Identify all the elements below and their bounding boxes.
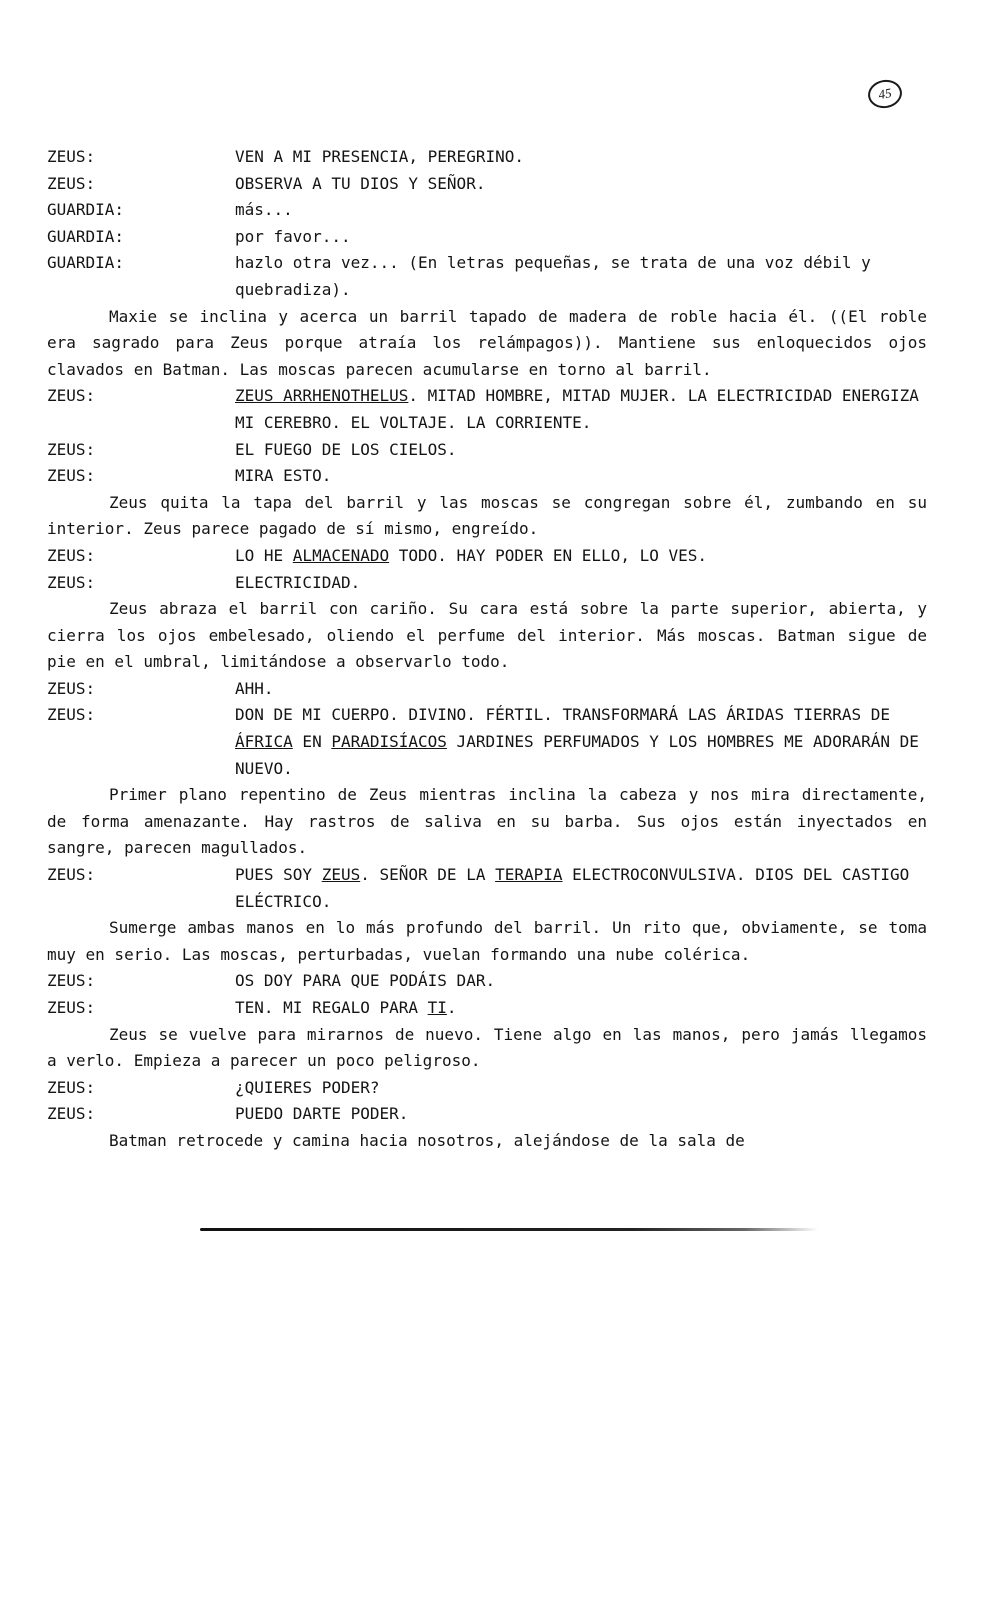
underlined-word: ALMACENADO <box>292 545 390 565</box>
speaker-name: ZEUS: <box>47 173 96 193</box>
dialogue-text: por favor... <box>235 226 351 246</box>
dialogue-line <box>47 995 927 1022</box>
dialogue-text <box>235 995 927 1022</box>
dialogue-text: MIRA ESTO. <box>235 466 332 486</box>
dialogue-text <box>235 543 927 570</box>
dialogue-fragment: . MITAD HOMBRE, MITAD MUJER. LA ELECTRICIDAD ENERGIZA MI CEREBRO. EL VOLTAJE. LA CORRIENTE. <box>235 386 919 432</box>
dialogue-line <box>47 1101 927 1128</box>
underlined-word: TERAPIA <box>495 865 563 885</box>
action-paragraph: Batman retrocede y camina hacia nosotros, alejándose de la sala de <box>109 1130 745 1150</box>
dialogue-text: hazlo otra vez... (En letras pequeñas, se trata de una voz débil y quebradiza). <box>235 253 871 299</box>
dialogue-text: AHH. <box>235 678 274 698</box>
action-paragraph: Maxie se inclina y acerca un barril tapado de madera de roble hacia él. ((El roble era sagrado para Zeus porque atraía los relámpagos)). Mantiene sus enloquecidos ojos clavados en Batman. Las moscas parecen acumularse en torno al barril. <box>47 306 927 379</box>
speaker-name: ZEUS: <box>47 998 96 1017</box>
dialogue-line <box>47 197 927 224</box>
dialogue-fragment: PUES SOY <box>235 865 322 885</box>
action-paragraph: Sumerge ambas manos en lo más profundo del barril. Un rito que, obviamente, se toma muy en serio. Las moscas, perturbadas, vuelan formando una nube colérica. <box>47 918 927 964</box>
dialogue-line <box>47 1075 927 1102</box>
dialogue-line <box>47 250 927 303</box>
page-number-text: 45 <box>877 84 893 103</box>
dialogue-fragment: DON DE MI CUERPO. DIVINO. FÉRTIL. TRANSFORMARÁ LAS ÁRIDAS TIERRAS DE <box>235 705 891 725</box>
dialogue-fragment: ELECTROCONVULSIVA. DIOS DEL CASTIGO ELÉCTRICO. <box>235 865 910 911</box>
speaker-name: GUARDIA: <box>47 226 125 246</box>
dialogue-line <box>47 968 927 995</box>
dialogue-line <box>47 862 927 915</box>
page-divider <box>200 1228 818 1231</box>
underlined-word: TI <box>427 998 447 1017</box>
dialogue-fragment: EN <box>292 732 332 752</box>
dialogue-line <box>47 437 927 464</box>
speaker-name: ZEUS: <box>47 1077 96 1097</box>
dialogue-text <box>235 862 927 915</box>
dialogue-text: ELECTRICIDAD. <box>235 572 361 592</box>
speaker-name: GUARDIA: <box>47 200 125 220</box>
dialogue-line <box>47 171 927 198</box>
action-paragraph: Zeus se vuelve para mirarnos de nuevo. Tiene algo en las manos, pero jamás llegamos a verlo. Empieza a parecer un poco peligroso. <box>47 1024 927 1071</box>
dialogue-fragment: TEN. MI REGALO PARA <box>235 998 428 1017</box>
dialogue-line <box>47 702 927 782</box>
speaker-name: ZEUS: <box>47 678 96 698</box>
dialogue-text: más... <box>235 200 293 220</box>
dialogue-text: EL FUEGO DE LOS CIELOS. <box>235 439 457 459</box>
page-number <box>866 77 904 110</box>
dialogue-line <box>47 676 927 703</box>
dialogue-text: ¿QUIERES PODER? <box>235 1077 380 1097</box>
dialogue-line <box>47 463 927 490</box>
speaker-name: ZEUS: <box>47 1104 96 1124</box>
speaker-name: ZEUS: <box>47 386 96 406</box>
dialogue-text: OS DOY PARA QUE PODÁIS DAR. <box>235 971 496 991</box>
underlined-word: ÁFRICA <box>235 732 293 752</box>
dialogue-fragment: TODO. HAY PODER EN ELLO, LO VES. <box>389 545 708 565</box>
dialogue-fragment: LO HE <box>235 545 293 565</box>
dialogue-line <box>47 543 927 570</box>
dialogue-line <box>47 224 927 251</box>
underlined-word: ZEUS ARRHENOTHELUS <box>235 386 409 406</box>
speaker-name: ZEUS: <box>47 545 96 565</box>
dialogue-line <box>47 144 927 171</box>
action-paragraph: Zeus abraza el barril con cariño. Su cara está sobre la parte superior, abierta, y cierra los ojos embelesado, oliendo el perfume del interior. Más moscas. Batman sigue de pie en el umbral, limitándose a observarlo todo. <box>47 599 927 672</box>
underlined-word: ZEUS <box>321 865 361 885</box>
dialogue-text: OBSERVA A TU DIOS Y SEÑOR. <box>235 173 486 193</box>
dialogue-text <box>235 383 927 436</box>
dialogue-fragment: . <box>446 998 457 1017</box>
speaker-name: ZEUS: <box>47 439 96 459</box>
speaker-name: ZEUS: <box>47 572 96 592</box>
speaker-name: ZEUS: <box>47 971 96 991</box>
speaker-name: ZEUS: <box>47 147 96 166</box>
speaker-name: GUARDIA: <box>47 253 125 273</box>
action-paragraph: Primer plano repentino de Zeus mientras inclina la cabeza y nos mira directamente, de forma amenazante. Hay rastros de saliva en su barba. Sus ojos están inyectados en sangre, parecen magullados. <box>47 785 927 858</box>
speaker-name: ZEUS: <box>47 705 96 725</box>
dialogue-text: VEN A MI PRESENCIA, PEREGRINO. <box>235 147 524 166</box>
speaker-name: ZEUS: <box>47 865 96 885</box>
dialogue-line <box>47 570 927 597</box>
speaker-name: ZEUS: <box>47 466 96 486</box>
action-paragraph: Zeus quita la tapa del barril y las moscas se congregan sobre él, zumbando en su interior. Zeus parece pagado de sí mismo, engreído. <box>47 492 927 539</box>
dialogue-line <box>47 383 927 436</box>
dialogue-fragment: JARDINES PERFUMADOS Y LOS HOMBRES ME ADORARÁN DE NUEVO. <box>235 732 919 778</box>
dialogue-text <box>235 702 927 782</box>
dialogue-text: PUEDO DARTE PODER. <box>235 1104 409 1124</box>
script-body <box>47 144 927 1155</box>
dialogue-fragment: . SEÑOR DE LA <box>360 865 496 885</box>
underlined-word: PARADISÍACOS <box>331 732 447 752</box>
